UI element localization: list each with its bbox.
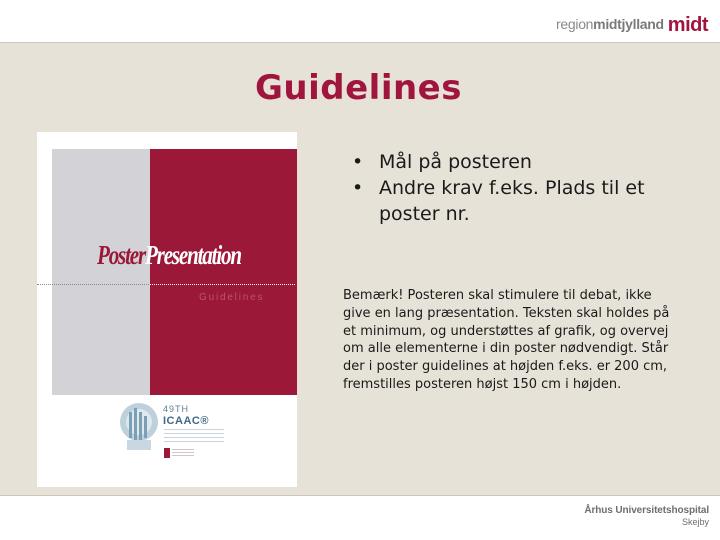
- poster-logo-number: 49TH: [163, 404, 190, 414]
- poster-title-word1: Poster: [97, 240, 145, 270]
- bullet-icon: •: [352, 151, 364, 173]
- poster-logo-name: ICAAC®: [163, 415, 209, 427]
- footer-line2: Skejby: [681, 517, 709, 527]
- region-midtjylland-logo: [556, 14, 708, 37]
- bullet-text: Andre krav f.eks. Plads til et poster nr.: [379, 177, 645, 225]
- brand-region-text: region: [556, 16, 594, 32]
- icaac-logo-icon: [119, 400, 159, 452]
- poster-grey-panel: [52, 149, 150, 395]
- bullet-text: Mål på posteren: [379, 151, 532, 173]
- bullet-list: [352, 149, 682, 227]
- footer-line1: Århus Universitetshospital: [584, 505, 709, 516]
- bullet-item: [352, 149, 682, 175]
- poster-publisher-text: [172, 449, 194, 458]
- header-divider: [0, 42, 720, 43]
- brand-midtjylland-text: midtjylland: [593, 16, 664, 32]
- poster-image: [37, 132, 297, 487]
- bullet-icon: •: [352, 177, 364, 199]
- poster-dotted-rule-light: [150, 284, 295, 285]
- poster-title: [97, 240, 241, 271]
- poster-title-word2: Presentation: [144, 240, 241, 270]
- slide-title: Guidelines: [255, 68, 462, 108]
- note-paragraph: Bemærk! Posteren skal stimulere til debat, ikke give en lang præsentation. Teksten skal holdes på et minimum, og understøttes af grafik, og overvej om alle elementerne i din poster nødvendigt. Står der i poster guidelines at højden f.eks. er 200 cm, fremstilles posteren højst 150 cm i højden.: [343, 288, 670, 392]
- poster-fine-print: [164, 429, 224, 442]
- poster-publisher-logo-icon: [164, 448, 170, 458]
- poster-subtitle: Guidelines: [199, 292, 265, 303]
- brand-mark: midt: [667, 14, 708, 36]
- bullet-item: [352, 175, 682, 227]
- footer-divider: [0, 495, 720, 496]
- poster-red-panel: [150, 149, 297, 395]
- footer-hospital-logo: [584, 505, 709, 527]
